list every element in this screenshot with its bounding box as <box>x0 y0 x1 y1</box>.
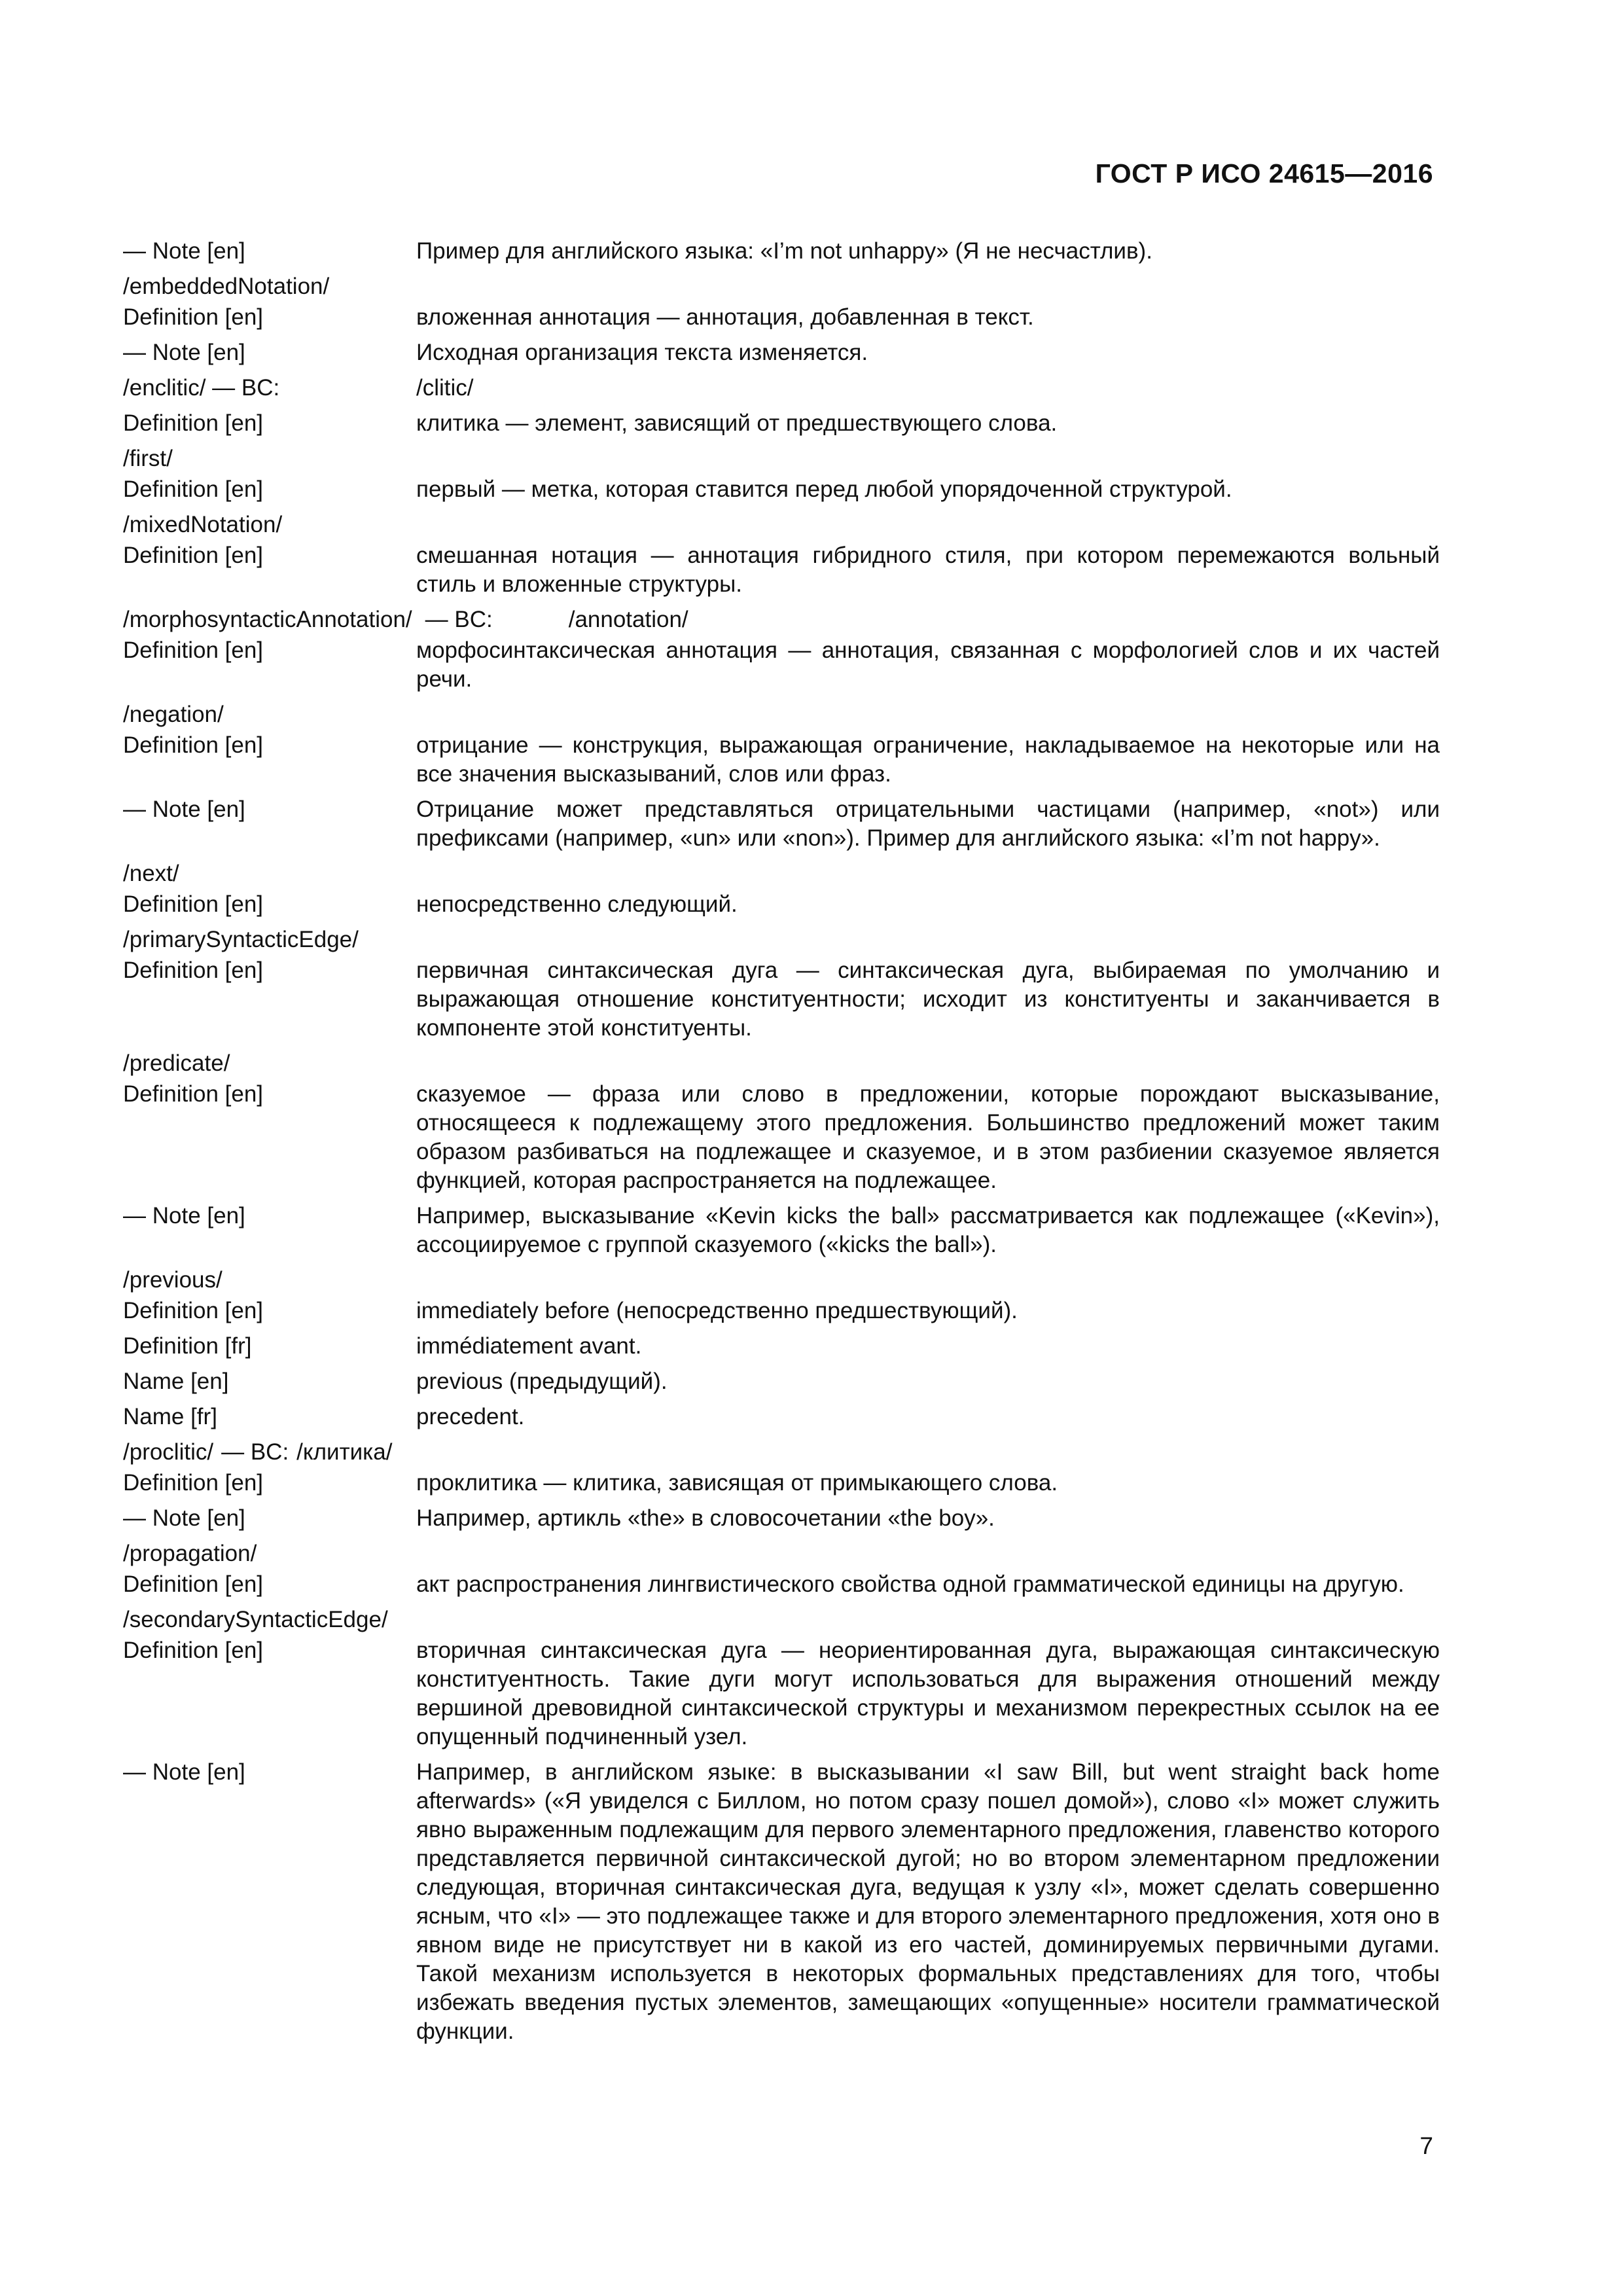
term-name: /morphosyntacticAnnotation/ <box>123 607 412 632</box>
entry-text: Например, высказывание «Kevin kicks the ball» рассматривается как подлежащее («Kevin»), ассоциируемое с группой сказуемого («kicks the ball»). <box>416 1203 1440 1257</box>
term-name: /first/ <box>123 446 173 471</box>
glossary-row <box>123 1758 1440 2046</box>
entry-text: проклитика — клитика, зависящая от примыкающего слова. <box>416 1470 1058 1496</box>
glossary-content <box>123 237 1440 2053</box>
term-name: /predicate/ <box>123 1050 230 1076</box>
broader-concept-label: — BC: <box>425 607 493 632</box>
entry-label: — Note [en] <box>123 1759 245 1785</box>
entry-label: Definition [en] <box>123 1298 264 1323</box>
glossary-row <box>123 1504 1440 1533</box>
glossary-row <box>123 795 1440 853</box>
entry-text: непосредственно следующий. <box>416 891 738 917</box>
entry-text: акт распространения лингвистического свойства одной грамматической единицы на другую. <box>416 1571 1404 1597</box>
entry-text: морфосинтаксическая аннотация — аннотация, связанная с морфологией слов и их частей речи. <box>416 637 1440 692</box>
glossary-row <box>123 956 1440 1043</box>
entry-label: Definition [en] <box>123 891 264 917</box>
entry-label: Definition [en] <box>123 410 264 436</box>
term-heading <box>123 1539 1440 1568</box>
entry-text: precedent. <box>416 1404 525 1429</box>
entry-label: Definition [en] <box>123 543 264 568</box>
term-name: /primarySyntacticEdge/ <box>123 927 359 952</box>
term-heading <box>123 444 1440 473</box>
entry-label: Name [fr] <box>123 1404 217 1429</box>
glossary-row <box>123 338 1440 367</box>
page-number: 7 <box>1419 2132 1433 2159</box>
glossary-row <box>123 1367 1440 1396</box>
glossary-row <box>123 237 1440 266</box>
entry-text: Например, в английском языке: в высказывании «I saw Bill, but went straight back home afterwards» («Я увиделся с Биллом, но потом сразу пошел домой»), слово «I» может служить явно выраженным подлежащим для первого элементарного предложения, главенство которого представляется первичной синтаксической дугой; но во втором элементарном предложении следующая, вторичная синтаксическая дуга, ведущая к узлу «I», может сделать совершенно ясным, что «I» — это подлежащее также и для второго элементарного предложения, хотя оно в явном виде не присутствует ни в какой из его частей, доминируемых первичными дугами. Такой механизм используется в некоторых формальных представлениях для того, чтобы избежать введения пустых элементов, замещающих «опущенные» носители грамматической функции. <box>416 1759 1440 2044</box>
glossary-row <box>123 1332 1440 1361</box>
glossary-row <box>123 475 1440 504</box>
glossary-row <box>123 1202 1440 1259</box>
term-name: /next/ <box>123 861 179 886</box>
term-heading <box>123 1438 1440 1467</box>
glossary-row <box>123 1297 1440 1325</box>
entry-text: сказуемое — фраза или слово в предложении, которые порождают высказывание, относящееся к подлежащему этого предложения. Большинство предложений может таким образом разбиваться на подлежащее и сказуемое, и в этом разбиении сказуемое является функцией, которая распространяется на подлежащее. <box>416 1081 1440 1193</box>
term-heading <box>123 925 1440 954</box>
glossary-row <box>123 541 1440 599</box>
entry-label: — Note [en] <box>123 1203 245 1229</box>
term-heading <box>123 511 1440 539</box>
entry-text: previous (предыдущий). <box>416 1369 668 1394</box>
entry-text: Пример для английского языка: «I’m not unhappy» (Я не несчастлив). <box>416 238 1152 264</box>
entry-label: — Note [en] <box>123 1505 245 1531</box>
term-heading <box>123 1266 1440 1295</box>
glossary-row <box>123 1636 1440 1751</box>
entry-label: Definition [en] <box>123 1081 264 1107</box>
term-heading <box>123 700 1440 729</box>
entry-label: Definition [en] <box>123 637 264 663</box>
entry-text: вторичная синтаксическая дуга — неориентированная дуга, выражающая синтаксическую конституентность. Такие дуги могут использоваться для выражения отношений между вершиной древовидной синтаксической структуры и механизмом перекрестных ссылок на ее опущенный подчиненный узел. <box>416 1638 1440 1749</box>
term-heading <box>123 1049 1440 1078</box>
term-heading <box>123 605 1440 634</box>
entry-text: клитика — элемент, зависящий от предшествующего слова. <box>416 410 1058 436</box>
entry-label: Definition [en] <box>123 1470 264 1496</box>
entry-label: /enclitic/ — BC: <box>123 375 280 401</box>
glossary-row <box>123 1469 1440 1498</box>
term-name: /negation/ <box>123 702 224 727</box>
glossary-row <box>123 636 1440 694</box>
entry-label: Definition [en] <box>123 1638 264 1663</box>
entry-label: Definition [en] <box>123 958 264 983</box>
entry-label: — Note [en] <box>123 238 245 264</box>
glossary-row <box>123 1570 1440 1599</box>
term-name: /mixedNotation/ <box>123 512 283 537</box>
document-header: ГОСТ Р ИСО 24615—2016 <box>1095 158 1433 188</box>
entry-text: смешанная нотация — аннотация гибридного стиля, при котором перемежаются вольный стиль и вложенные структуры. <box>416 543 1440 597</box>
entry-text: отрицание — конструкция, выражающая ограничение, накладываемое на некоторые или на все значения высказываний, слов или фраз. <box>416 732 1440 787</box>
term-name: /proclitic/ <box>123 1439 214 1465</box>
entry-label: Definition [fr] <box>123 1333 252 1359</box>
entry-text: Отрицание может представляться отрицательными частицами (например, «not») или префиксами (например, «un» или «non»). Пример для английского языка: «I’m not happy». <box>416 797 1440 851</box>
term-name: /secondarySyntacticEdge/ <box>123 1607 388 1632</box>
entry-text: вложенная аннотация — аннотация, добавленная в текст. <box>416 304 1034 330</box>
entry-label: — Note [en] <box>123 340 245 365</box>
term-name: /propagation/ <box>123 1541 257 1566</box>
entry-label: Definition [en] <box>123 1571 264 1597</box>
glossary-row <box>123 303 1440 332</box>
term-heading <box>123 272 1440 301</box>
broader-concept-label: — BC: <box>221 1439 289 1465</box>
entry-label: Name [en] <box>123 1369 229 1394</box>
entry-text: первый — метка, которая ставится перед любой упорядоченной структурой. <box>416 476 1232 502</box>
glossary-row <box>123 731 1440 789</box>
broader-concept-target: /annotation/ <box>568 607 688 632</box>
entry-text: первичная синтаксическая дуга — синтаксическая дуга, выбираемая по умолчанию и выражающая отношение конституентности; исходит из конституенты и заканчивается в компоненте этой конституенты. <box>416 958 1440 1041</box>
term-name: /previous/ <box>123 1267 223 1293</box>
term-name: /embeddedNotation/ <box>123 274 330 299</box>
glossary-row <box>123 890 1440 919</box>
entry-label: Definition [en] <box>123 732 264 758</box>
entry-text: Например, артикль «the» в словосочетании «the boy». <box>416 1505 995 1531</box>
glossary-row <box>123 1080 1440 1195</box>
term-heading <box>123 859 1440 888</box>
entry-label: Definition [en] <box>123 476 264 502</box>
glossary-row <box>123 374 1440 403</box>
broader-concept-target: /клитика/ <box>296 1439 393 1465</box>
term-heading <box>123 1605 1440 1634</box>
entry-label: Definition [en] <box>123 304 264 330</box>
entry-label: — Note [en] <box>123 797 245 822</box>
entry-text: immédiatement avant. <box>416 1333 642 1359</box>
glossary-row <box>123 409 1440 438</box>
entry-text: immediately before (непосредственно предшествующий). <box>416 1298 1018 1323</box>
entry-text: Исходная организация текста изменяется. <box>416 340 868 365</box>
glossary-row <box>123 1403 1440 1431</box>
entry-text: /clitic/ <box>416 375 474 401</box>
